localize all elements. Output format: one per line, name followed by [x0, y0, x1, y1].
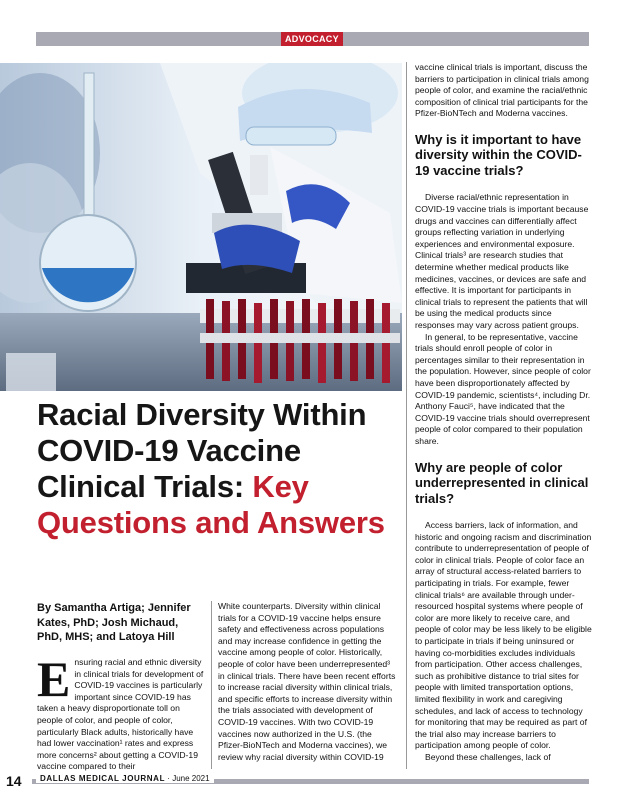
column-divider: [211, 601, 212, 769]
page-number: 14: [6, 773, 22, 789]
column-2: [218, 601, 398, 763]
para-beyond: Beyond these challenges, lack of: [425, 751, 551, 762]
col3-intro: vaccine clinical trials is important, discuss the barriers to participation in clinical trials among people of color, and examine the racial/ethnic composition of clinical trial participants for the Pfizer-BioNTech and Moderna vaccines.: [415, 62, 589, 119]
para-diverse-representation: Diverse racial/ethnic representation in COVID-19 vaccine trials is important because drugs and vaccines can differentially affect groups reflecting variation in underlying experiences and environmental exposure. Clinical trials³ are research studies that determine whether medical products like medicines, vaccines, or devices are safe and effective. It is important for participants in clinical trials to represent the patients that will be using the medical products since responses may vary across patient groups.: [415, 192, 589, 330]
col2-text: White counterparts. Diversity within clinical trials for a COVID-19 vaccine helps ensure safety and effectiveness across populations and may increase confidence in getting the vaccine among people of color. Historically, people of color have been underrepresented³ in clinical trials. There have been recent efforts to increase racial diversity within clinical trials, and specific efforts to increase diversity within the trials associated with development of COVID-19 vaccines. With two COVID-19 vaccines now authorized in the U.S. (the Pfizer-BioNTech and Moderna vaccines), we review why racial diversity within COVID-19: [218, 601, 396, 762]
section-tag: ADVOCACY: [281, 32, 343, 46]
lab-photo: [0, 63, 402, 391]
column-3: [415, 62, 592, 764]
heading-why-underrepresented: Why are people of color underrepresented in clinical trials?: [415, 459, 589, 506]
article-title: [37, 397, 407, 541]
column-1: [37, 651, 207, 773]
col1-text: nsuring racial and ethnic diversity in clinical trials for development of COVID-19 vaccines is particularly important since COVID-19 has taken a heavy disproportionate toll on people of color, and people of color, particularly Black adults, historically have had lower vaccination¹ rates and express more concerns² about getting a COVID-19 vaccine compared to their: [37, 657, 204, 772]
page-footer: [0, 771, 625, 793]
drop-cap: E: [37, 651, 71, 707]
footer-separator: ·: [167, 774, 170, 783]
title-plain: Racial Diversity Within COVID-19 Vaccine Clinical Trials:: [37, 397, 367, 504]
journal-name: DALLAS MEDICAL JOURNAL: [40, 774, 166, 783]
column-divider-right: [406, 62, 407, 769]
issue-date: June 2021: [172, 774, 210, 783]
footer-journal: [36, 774, 214, 783]
byline: By Samantha Artiga; Jennifer Kates, PhD; Josh Michaud, PhD, MHS; and Latoya Hill: [37, 602, 191, 643]
para-representative: In general, to be representative, vaccine trials should enroll people of color in percentages similar to their representation in the population. However, since people of color have been disproportionately affected by COVID-19 pandemic, scientists⁴, including Dr. Anthony Fauci⁵, have indicated that the COVID-19 vaccine trials should overrepresent people of color compared to their population share.: [415, 331, 591, 446]
heading-why-diversity: Why is it important to have diversity within the COVID-19 vaccine trials?: [415, 131, 582, 178]
para-access-barriers: Access barriers, lack of information, and historic and ongoing racism and discrimination contribute to underrepresentation of people of color in clinical trials. People of color face an array of structural access-related barriers to participating in trials. For example, fewer clinical trials⁶ are available through under-resourced hospital systems where people of color are more likely to receive care, and people of color may be less likely to be eligible to participate in trials if being uninsured or having co-morbidities excludes individuals from participation. Other access challenges, such as prohibitive distance to trial sites for people with limited transportation options, limited flexibility in work and caregiving schedules, and lack of access to technology for monitoring that may be required as part of the trial also may increase barriers to participation among people of color.: [415, 520, 592, 751]
lab-photo-illustration: [0, 63, 402, 391]
title-accent: Key Questions and Answers: [37, 469, 385, 540]
